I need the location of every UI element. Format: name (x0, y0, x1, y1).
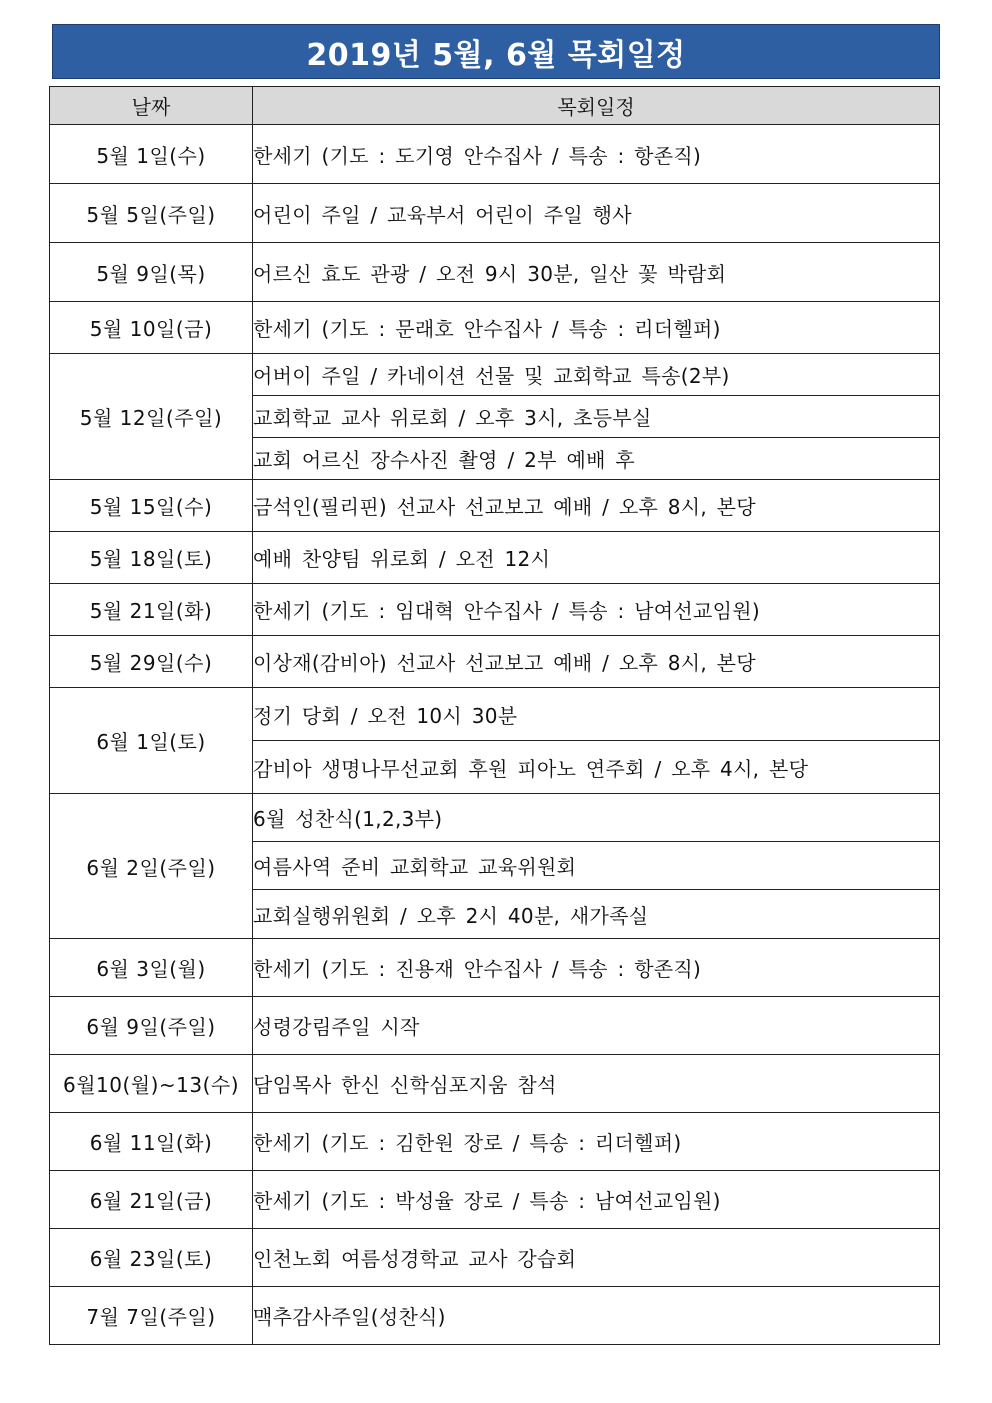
date-cell: 6월 11일(화) (50, 1113, 253, 1171)
header-row (50, 87, 940, 125)
event-cell: 이상재(감비아) 선교사 선교보고 예배 / 오후 8시, 본당 (253, 636, 940, 688)
event-cell: 어버이 주일 / 카네이션 선물 및 교회학교 특송(2부) (253, 354, 940, 396)
event-cell: 한세기 (기도 : 김한원 장로 / 특송 : 리더헬퍼) (253, 1113, 940, 1171)
event-cell: 한세기 (기도 : 진용재 안수집사 / 특송 : 항존직) (253, 939, 940, 997)
event-cell: 6월 성찬식(1,2,3부) (253, 794, 940, 842)
event-cell: 교회학교 교사 위로회 / 오후 3시, 초등부실 (253, 396, 940, 438)
table-row (50, 584, 940, 636)
table-row (50, 939, 940, 997)
table-row (50, 1055, 940, 1113)
event-cell: 금석인(필리핀) 선교사 선교보고 예배 / 오후 8시, 본당 (253, 480, 940, 532)
table-row (50, 1229, 940, 1287)
table-row (50, 794, 940, 842)
event-cell: 성령강림주일 시작 (253, 997, 940, 1055)
date-cell: 5월 9일(목) (50, 243, 253, 302)
event-cell: 어르신 효도 관광 / 오전 9시 30분, 일산 꽃 박람회 (253, 243, 940, 302)
event-cell: 감비아 생명나무선교회 후원 피아노 연주회 / 오후 4시, 본당 (253, 741, 940, 794)
date-cell: 6월 9일(주일) (50, 997, 253, 1055)
table-row (50, 688, 940, 741)
table-row (50, 1171, 940, 1229)
date-cell: 5월 10일(금) (50, 302, 253, 354)
date-cell: 6월 3일(월) (50, 939, 253, 997)
table-row (50, 243, 940, 302)
table-row (50, 302, 940, 354)
date-cell: 5월 29일(수) (50, 636, 253, 688)
table-row (50, 997, 940, 1055)
date-cell: 5월 18일(토) (50, 532, 253, 584)
header-event: 목회일정 (253, 87, 940, 125)
date-cell: 6월 1일(토) (50, 688, 253, 794)
date-cell: 5월 5일(주일) (50, 184, 253, 243)
event-cell: 한세기 (기도 : 도기영 안수집사 / 특송 : 항존직) (253, 125, 940, 184)
event-cell: 한세기 (기도 : 문래호 안수집사 / 특송 : 리더헬퍼) (253, 302, 940, 354)
table-row (50, 1287, 940, 1345)
event-cell: 여름사역 준비 교회학교 교육위원회 (253, 842, 940, 890)
table-row (50, 480, 940, 532)
event-cell: 한세기 (기도 : 임대혁 안수집사 / 특송 : 남여선교임원) (253, 584, 940, 636)
date-cell: 6월 21일(금) (50, 1171, 253, 1229)
event-cell: 인천노회 여름성경학교 교사 강습회 (253, 1229, 940, 1287)
schedule-table (49, 86, 940, 1345)
date-cell: 5월 12일(주일) (50, 354, 253, 480)
event-cell: 담임목사 한신 신학심포지움 참석 (253, 1055, 940, 1113)
title-banner (52, 24, 940, 79)
event-cell: 한세기 (기도 : 박성율 장로 / 특송 : 남여선교임원) (253, 1171, 940, 1229)
event-cell: 정기 당회 / 오전 10시 30분 (253, 688, 940, 741)
date-cell: 5월 1일(수) (50, 125, 253, 184)
event-cell: 예배 찬양팀 위로회 / 오전 12시 (253, 532, 940, 584)
table-row (50, 1113, 940, 1171)
date-cell: 6월 2일(주일) (50, 794, 253, 939)
date-cell: 5월 21일(화) (50, 584, 253, 636)
event-cell: 교회실행위원회 / 오후 2시 40분, 새가족실 (253, 890, 940, 939)
schedule-body (50, 125, 940, 1345)
date-cell: 6월10(월)~13(수) (50, 1055, 253, 1113)
date-cell: 6월 23일(토) (50, 1229, 253, 1287)
table-row (50, 636, 940, 688)
event-cell: 맥추감사주일(성찬식) (253, 1287, 940, 1345)
header-date: 날짜 (50, 87, 253, 125)
event-cell: 교회 어르신 장수사진 촬영 / 2부 예배 후 (253, 438, 940, 480)
date-cell: 7월 7일(주일) (50, 1287, 253, 1345)
table-row (50, 532, 940, 584)
table-row (50, 125, 940, 184)
table-row (50, 354, 940, 396)
page-title: 2019년 5월, 6월 목회일정 (306, 37, 686, 73)
date-cell: 5월 15일(수) (50, 480, 253, 532)
table-row (50, 184, 940, 243)
event-cell: 어린이 주일 / 교육부서 어린이 주일 행사 (253, 184, 940, 243)
